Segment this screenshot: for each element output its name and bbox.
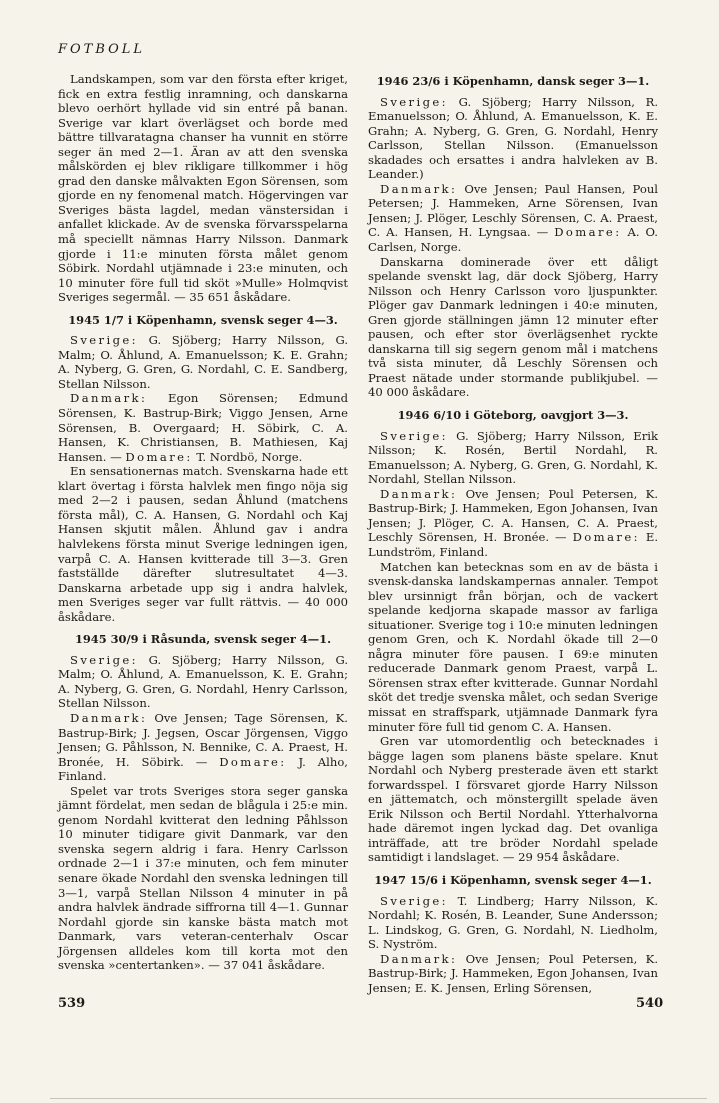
left-column — [58, 72, 348, 973]
lineup-danmark — [368, 487, 658, 560]
referee-label: Domare: — [572, 530, 640, 545]
match-report: En sensationernas match. Svenskarna hade ett klart övertag i första halvlek men fingo nöja sig med 2—2 i pausen, sedan Åhlund (matchens första mål), C. A. Hansen, G. Nordahl och Kaj Hansen skjutit målen. Åhlund gav i andra halvlekens första minut Sverige ledningen igen, varpå C. A. Hansen kvitterade till 3—3. Gren fastställde därefter slutresultatet 4—3. Danskarna arbetade upp sig i andra halvlek, men Sveriges seger var fullt rättvis. — 40 000 åskådare. — [58, 464, 348, 624]
match-report: Gren var utomordentlig och betecknades i bägge lagen som planens bäste spelare. Knut Nordahl och Nyberg presterade även ett starkt forwardsspel. I försvaret gjorde Harry Nilsson en jättematch, och mönstergillt spelade även Erik Nilsson och Bertil Nordahl. Ytterhalvorna hade däremot ingen lyckad dag. Det ovanliga inträffade, att tre bröder Nordahl spelade samtidigt i landslaget. — 29 954 åskådare. — [368, 734, 658, 865]
lineup-sverige — [368, 95, 658, 182]
lineup-danmark — [368, 182, 658, 255]
referee-label: Domare: — [219, 754, 287, 769]
lineup-text: G. Sjöberg; Harry Nilsson, R. Emanuelsson; O. Åhlund, A. Emanuelsson, K. E. Grahn; A. Nyberg, G. Gren, G. Nordahl, Henry Carlsson, Stellan Nilsson. (Emanuelsson skadades och ersattes i andra halvleken av B. Leander.) — [368, 94, 659, 182]
referee-text: T. Nordbö, Norge. — [196, 449, 303, 464]
match-heading-1947-06-15: 1947 15/6 i Köpenhamn, svensk seger 4—1. — [374, 872, 652, 887]
lineup-text: Ove Jensen; Tage Sörensen, K. Bastrup-Birk; J. Jegsen, Oscar Jörgensen, Viggo Jensen; G. Påhlsson, N. Bennike, C. A. Praest, H. Bronée, H. Söbirk. — — [58, 710, 348, 769]
lineup-text: Ove Jensen; Poul Petersen, K. Bastrup-Birk; J. Hammeken, Egon Johansen, Ivan Jensen; J. Plöger, C. A. Hansen, C. A. Praest, Leschly Sörensen, H. Bronée. — — [368, 486, 658, 545]
intro-paragraph: Landskampen, som var den första efter kriget, fick en extra festlig inramning, och danskarna blevo oerhört hyllade vid sin entré på banan. Sverige var klart överlägset och borde med bättre tillvaratagna chanser ha vunnit en större seger än med 2—1. Äran av att den svenska målskörden ej blev rikligare tillkommer i hög grad den danske målvakten Egon Sörensen, som gjorde en ny fenomenal match. Högervingen var Sveriges bästa lagdel, medan vänstersidan i anfallet klickade. Av de svenska förvarsspelarna må speciellt nämnas Harry Nilsson. Danmark gjorde i 11:e minuten första målet genom Söbirk. Nordahl utjämnade i 23:e minuten, och 10 minuter före full tid sköt »Mulle» Holmqvist Sveriges segermål. — 35 651 åskådare. — [58, 72, 348, 305]
lineup-text: G. Sjöberg; Harry Nilsson, Erik Nilsson; K. Rosén, Bertil Nordahl, R. Emanuelsson; A. Nyberg, G. Gren, G. Nordahl, K. Nordahl, Stellan Nilsson. — [368, 428, 659, 487]
referee-text: E. Lundström, Finland. — [368, 530, 659, 559]
page-number-left: 539 — [58, 996, 86, 1011]
lineup-text: G. Sjöberg; Harry Nilsson, G. Malm; O. Åhlund, A. Emanuelsson; K. E. Grahn; A. Nyberg, G. Gren, G. Nordahl, C. E. Sandberg, Stellan Nilsson. — [58, 333, 348, 391]
lineup-sverige — [368, 894, 658, 952]
running-header: FOTBOLL — [58, 42, 146, 57]
referee-label: Domare: — [554, 225, 622, 240]
team-label: Danmark: — [70, 391, 148, 406]
team-label: Danmark: — [70, 710, 148, 725]
lineup-text: G. Sjöberg; Harry Nilsson, G. Malm; O. Åhlund, A. Emanuelsson, K. E. Grahn; A. Nyberg, G. Gren, G. Nordahl, Henry Carlsson, Stellan Nilsson. — [58, 652, 348, 711]
page-number-right: 540 — [636, 996, 664, 1011]
lineup-sverige — [58, 653, 348, 711]
lineup-danmark — [58, 391, 348, 464]
team-label: Sverige: — [380, 893, 448, 908]
right-column — [368, 72, 658, 995]
team-label: Danmark: — [380, 951, 458, 966]
lineup-sverige — [368, 429, 658, 487]
match-heading-1945-09-30: 1945 30/9 i Råsunda, svensk seger 4—1. — [74, 632, 332, 647]
lineup-danmark — [368, 952, 658, 996]
match-report: Matchen kan betecknas som en av de bästa i svensk-danska landskampernas annaler. Tempot blev ursinnigt från början, och de vackert spelande kedjorna skapade massor av farliga situationer. Sverige tog i 10:e minuten ledningen genom Gren, och K. Nordahl ökade till 2—0 några minuter före pausen. I 69:e minuten reducerade Danmark genom Praest, varpå L. Sörensen strax efter kvitterade. Gunnar Nordahl sköt det tredje svenska målet, och sedan Sverige missat en straffspark, utjämnade Danmark fyra minuter före full tid genom C. A. Hansen. — [368, 559, 658, 734]
match-report: Danskarna dominerade över ett dåligt spelande svenskt lag, där dock Sjöberg, Harry Nilsson och Henry Carlsson voro ljuspunkter. Plöger gav Danmark ledningen i 40:e minuten, Gren gjorde ställningen jämn 12 minuter efter pausen, och efter stor överlägsenhet ryckte danskarna till sig segern genom mål i matchens två sista minuter, då Leschly Sörensen och Praest nätade under stormande publikjubel. — 40 000 åskådare. — [368, 254, 658, 400]
match-heading-1946-06-23: 1946 23/6 i Köpenhamn, dansk seger 3—1. — [376, 74, 650, 88]
page-edge — [50, 1098, 707, 1099]
lineup-text: Egon Sörensen; Edmund Sörensen, K. Bastrup-Birk; Viggo Jensen, Arne Sörensen, B. Overgaard; H. Söbirk, C. A. Hansen, K. Christiansen, B. Mathiesen, Kaj Hansen. — — [58, 391, 348, 464]
match-heading-1945-07-01: 1945 1/7 i Köpenhamn, svensk seger 4—3. — [68, 312, 338, 327]
referee-text: A. O. Carlsen, Norge. — [368, 225, 658, 255]
team-label: Sverige: — [380, 428, 448, 443]
lineup-sverige — [58, 333, 348, 391]
referee-text: J. Alho, Finland. — [58, 754, 348, 784]
lineup-text: Ove Jensen; Paul Hansen, Poul Petersen; J. Hammeken, Arne Sörensen, Ivan Jensen; J. Plöger, Leschly Sörensen, C. A. Praest, C. A. Hansen, H. Lyngsaa. — — [368, 181, 659, 240]
lineup-danmark — [58, 711, 348, 784]
match-heading-1946-10-06: 1946 6/10 i Göteborg, oavgjort 3—3. — [397, 408, 629, 423]
referee-label: Domare: — [125, 449, 193, 464]
team-label: Sverige: — [70, 333, 138, 348]
lineup-text: Ove Jensen; Poul Petersen, K. Bastrup-Birk; J. Hammeken, Egon Johansen, Ivan Jensen; E. K. Jensen, Erling Sörensen, — [368, 951, 658, 995]
team-label: Sverige: — [70, 652, 138, 667]
team-label: Sverige: — [380, 94, 448, 109]
team-label: Danmark: — [380, 181, 458, 196]
lineup-text: T. Lindberg; Harry Nilsson, K. Nordahl; K. Rosén, B. Leander, Sune Andersson; L. Lindskog, G. Gren, G. Nordahl, N. Liedholm, S. Nyström. — [368, 893, 659, 952]
match-report: Spelet var trots Sveriges stora seger ganska jämnt fördelat, men sedan de blågula i 25:e min. genom Nordahl kvitterat den ledning Påhlsson 10 minuter tidigare givit Danmark, var den svenska segern aldrig i fara. Henry Carlsson ordnade 2—1 i 37:e minuten, och fem minuter senare ökade Nordahl den svenska ledningen till 3—1, varpå Stellan Nilsson 4 minuter in på andra halvlek ändrade siffrorna till 4—1. Gunnar Nordahl gjorde sin kanske bästa match mot Danmark, vars veteran-centerhalv Oscar Jörgensen alldeles kom till korta mot den svenska »centertanken». — 37 041 åskådare. — [58, 783, 348, 973]
team-label: Danmark: — [380, 486, 458, 501]
